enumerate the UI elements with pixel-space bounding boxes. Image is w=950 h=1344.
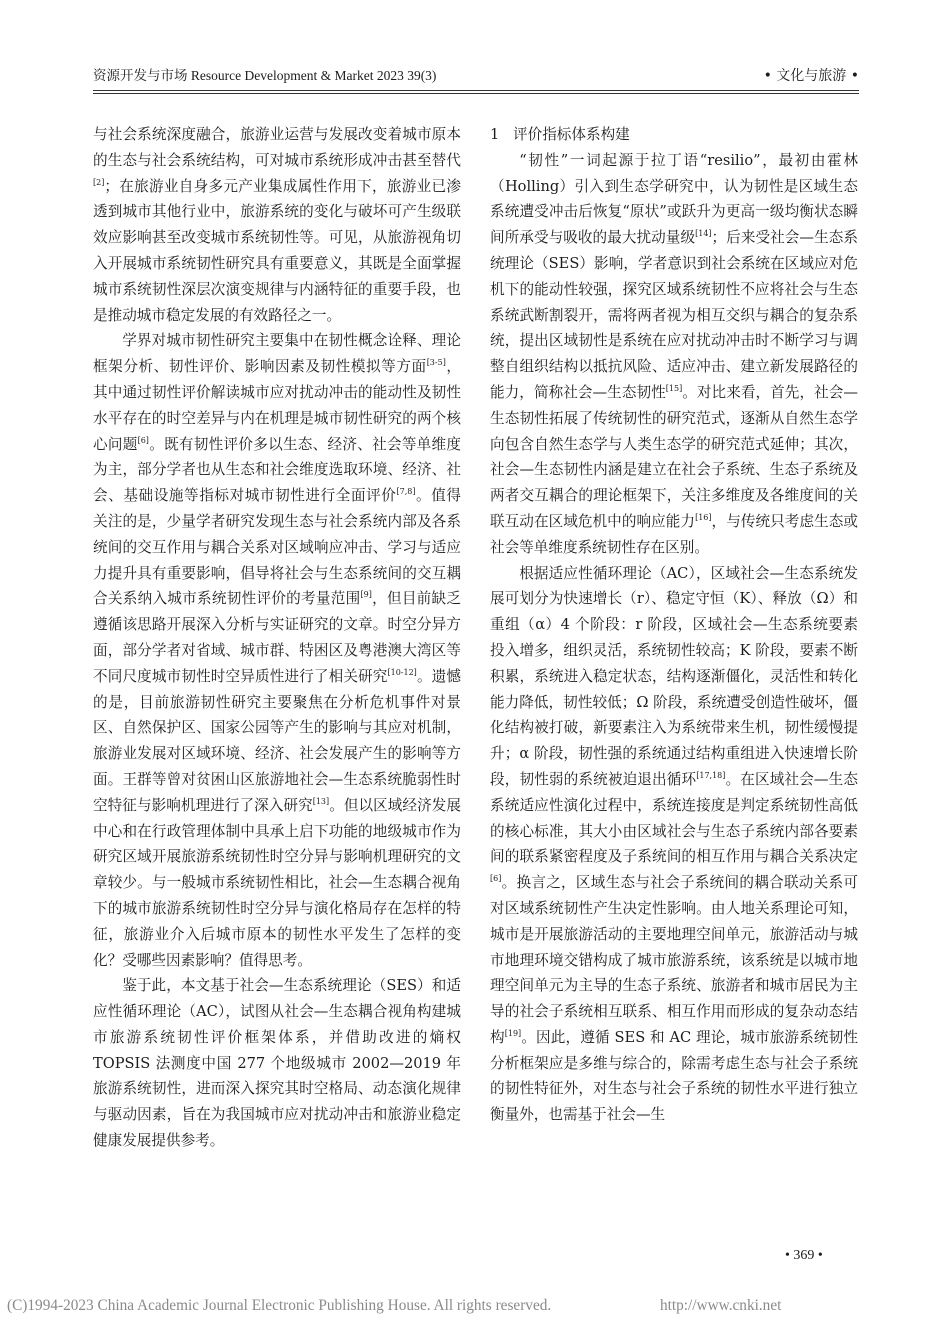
page-number: • 369 • bbox=[785, 1248, 823, 1263]
running-header bbox=[93, 66, 859, 88]
citation[interactable]: [6] bbox=[490, 874, 502, 884]
paragraph: 与社会系统深度融合，旅游业运营与发展改变着城市原本的生态与社会系统结构，可对城市系统形成冲击甚至替代[2]；在旅游业自身多元产业集成属性作用下，旅游业已渗透到城市其他行业中，旅游系统的变化与破坏可产生级联效应影响甚至改变城市系统韧性等。可见，从旅游视角切入开展城市系统韧性研究具有重要意义，其既是全面掌握城市系统韧性深层次演变规律与内涵特征的重要手段，也是推动城市稳定发展的有效路径之一。 bbox=[93, 126, 461, 324]
copyright-text: (C)1994-2023 China Academic Journal Electronic Publishing House. All rights reserved. bbox=[7, 1297, 552, 1314]
citation[interactable]: [6] bbox=[137, 435, 149, 445]
citation[interactable]: [13] bbox=[312, 796, 330, 806]
citation[interactable]: [2] bbox=[93, 177, 105, 187]
citation[interactable]: [14] bbox=[695, 229, 712, 239]
citation[interactable]: [17,18] bbox=[696, 770, 726, 780]
copyright-footer bbox=[7, 1297, 937, 1315]
citation[interactable]: [16] bbox=[695, 512, 712, 522]
paragraph: 学界对城市韧性研究主要集中在韧性概念诠释、理论框架分析、韧性评价、影响因素及韧性模拟等方面[3-5]，其中通过韧性评价解读城市应对扰动冲击的能动性及韧性水平存在的时空差异与内在机理是城市韧性研究的两个核心问题[6]。既有韧性评价多以生态、经济、社会等单维度为主，部分学者也从生态和社会维度选取环境、经济、社会、基础设施等指标对城市韧性进行全面评价[7,8]。值得关注的是，少量学者研究发现生态与社会系统内部及各系统间的交互作用与耦合关系对区域响应冲击、学习与适应力提升具有重要影响，倡导将社会与生态系统间的交互耦合关系纳入城市系统韧性评价的考量范围[9]，但目前缺乏遵循该思路开展深入分析与实证研究的文章。时空分异方面，部分学者对省域、城市群、特困区及粤港澳大湾区等不同尺度城市韧性时空异质性进行了相关研究[10-12]。遗憾的是，目前旅游韧性研究主要聚焦在分析危机事件对景区、自然保护区、国家公园等产生的影响与其应对机制，旅游业发展对区域环境、经济、社会发展产生的影响等方面。王群等曾对贫困山区旅游地社会—生态系统脆弱性时空特征与影响机理进行了深入研究[13]。但以区域经济发展中心和在行政管理体制中具承上启下功能的地级城市作为研究区域开展旅游系统韧性时空分异与影响机理研究的文章较少。与一般城市系统韧性相比，社会—生态耦合视角下的城市旅游系统韧性时空分异与演化格局存在怎样的特征，旅游业介入后城市原本的韧性水平发生了怎样的变化？受哪些因素影响？值得思考。 bbox=[93, 332, 461, 969]
footer-link[interactable]: http://www.cnki.net bbox=[660, 1297, 782, 1314]
section-heading bbox=[490, 122, 858, 148]
citation[interactable]: [10-12] bbox=[387, 667, 417, 677]
citation[interactable]: [7,8] bbox=[396, 487, 416, 497]
paragraph: “韧性”一词起源于拉丁语“resilio”，最初由霍林（Holling）引入到生态学研究中，认为韧性是区域生态系统遭受冲击后恢复“原状”或跃升为更高一级均衡状态瞬间所承受与吸收的最大扰动量级[14]；后来受社会—生态系统理论（SES）影响，学者意识到社会系统在区域应对危机下的能动性较强，探究区域系统韧性不应将社会与生态系统武断割裂开，需将两者视为相互交织与耦合的复杂系统，提出区域韧性是系统在应对扰动冲击时不断学习与调整自组织结构以抵抗风险、适应冲击、建立新发展路径的能力，简称社会—生态韧性[15]。对比来看，首先，社会—生态韧性拓展了传统韧性的研究范式，逐渐从自然生态学向包含自然生态学与人类生态学的研究范式延伸；其次，社会—生态韧性内涵是建立在社会子系统、生态子系统及两者交互耦合的理论框架下，关注多维度及各维度间的关联互动在区域危机中的响应能力[16]，与传统只考虑生态或社会等单维度系统韧性存在区别。 bbox=[490, 151, 858, 556]
citation[interactable]: [19] bbox=[504, 1028, 522, 1038]
header-rule-thin bbox=[93, 93, 859, 94]
right-column bbox=[490, 122, 858, 1128]
paragraph: 根据适应性循环理论（AC），区域社会—生态系统发展可划分为快速增长（r）、稳定守恒（K）、释放（Ω）和重组（α）4 个阶段：r 阶段，区域社会—生态系统要素投入增多，组织灵活，系统韧性较高；K 阶段，要素不断积累，系统进入稳定状态，结构逐渐僵化，灵活性和转化能力降低，韧性较低；Ω 阶段，系统遭受创造性破坏，僵化结构被打破，新要素注入为系统带来生机，韧性缓慢提升；α 阶段，韧性强的系统通过结构重组进入快速增长阶段，韧性弱的系统被迫退出循环[17,18]。在区域社会—生态系统适应性演化过程中，系统连接度是判定系统韧性高低的核心标准，其大小由区域社会与生态子系统内部各要素间的联系紧密程度及子系统间的相互作用与耦合关系决定[6]。换言之，区域生态与社会子系统间的耦合联动关系可对区域系统韧性产生决定性影响。由人地关系理论可知，城市是开展旅游活动的主要地理空间单元，旅游活动与城市地理环境交错构成了城市旅游系统，该系统是以城市地理空间单元为主导的生态子系统、旅游者和城市居民为主导的社会子系统相互联系、相互作用而形成的复杂动态结构[19]。因此，遵循 SES 和 AC 理论，城市旅游系统韧性分析框架应是多维与综合的，除需考虑生态与社会子系统的韧性特征外，对生态与社会子系统的韧性水平进行独立衡量外，也需基于社会—生 bbox=[490, 564, 858, 1124]
section-name: • 文化与旅游 • bbox=[763, 68, 859, 84]
citation[interactable]: [3-5] bbox=[426, 358, 446, 368]
header-rule bbox=[93, 90, 859, 91]
left-column bbox=[93, 122, 461, 1154]
citation[interactable]: [9] bbox=[360, 590, 372, 600]
citation[interactable]: [15] bbox=[665, 383, 683, 393]
paragraph: 鉴于此，本文基于社会—生态系统理论（SES）和适应性循环理论（AC），试图从社会—生态耦合视角构建城市旅游系统韧性评价框架体系，并借助改进的熵权 TOPSIS 法测度中国 277 个地级城市 2002—2019 年旅游系统韧性，进而深入探究其时空格局、动态演化规律与驱动因素，旨在为我国城市应对扰动冲击和旅游业稳定健康发展提供参考。 bbox=[93, 977, 461, 1150]
section-title: 评价指标体系构建 bbox=[513, 126, 630, 143]
journal-title: 资源开发与市场 Resource Development & Market 2023 39(3) bbox=[93, 68, 437, 83]
section-number: 1 bbox=[490, 126, 500, 143]
